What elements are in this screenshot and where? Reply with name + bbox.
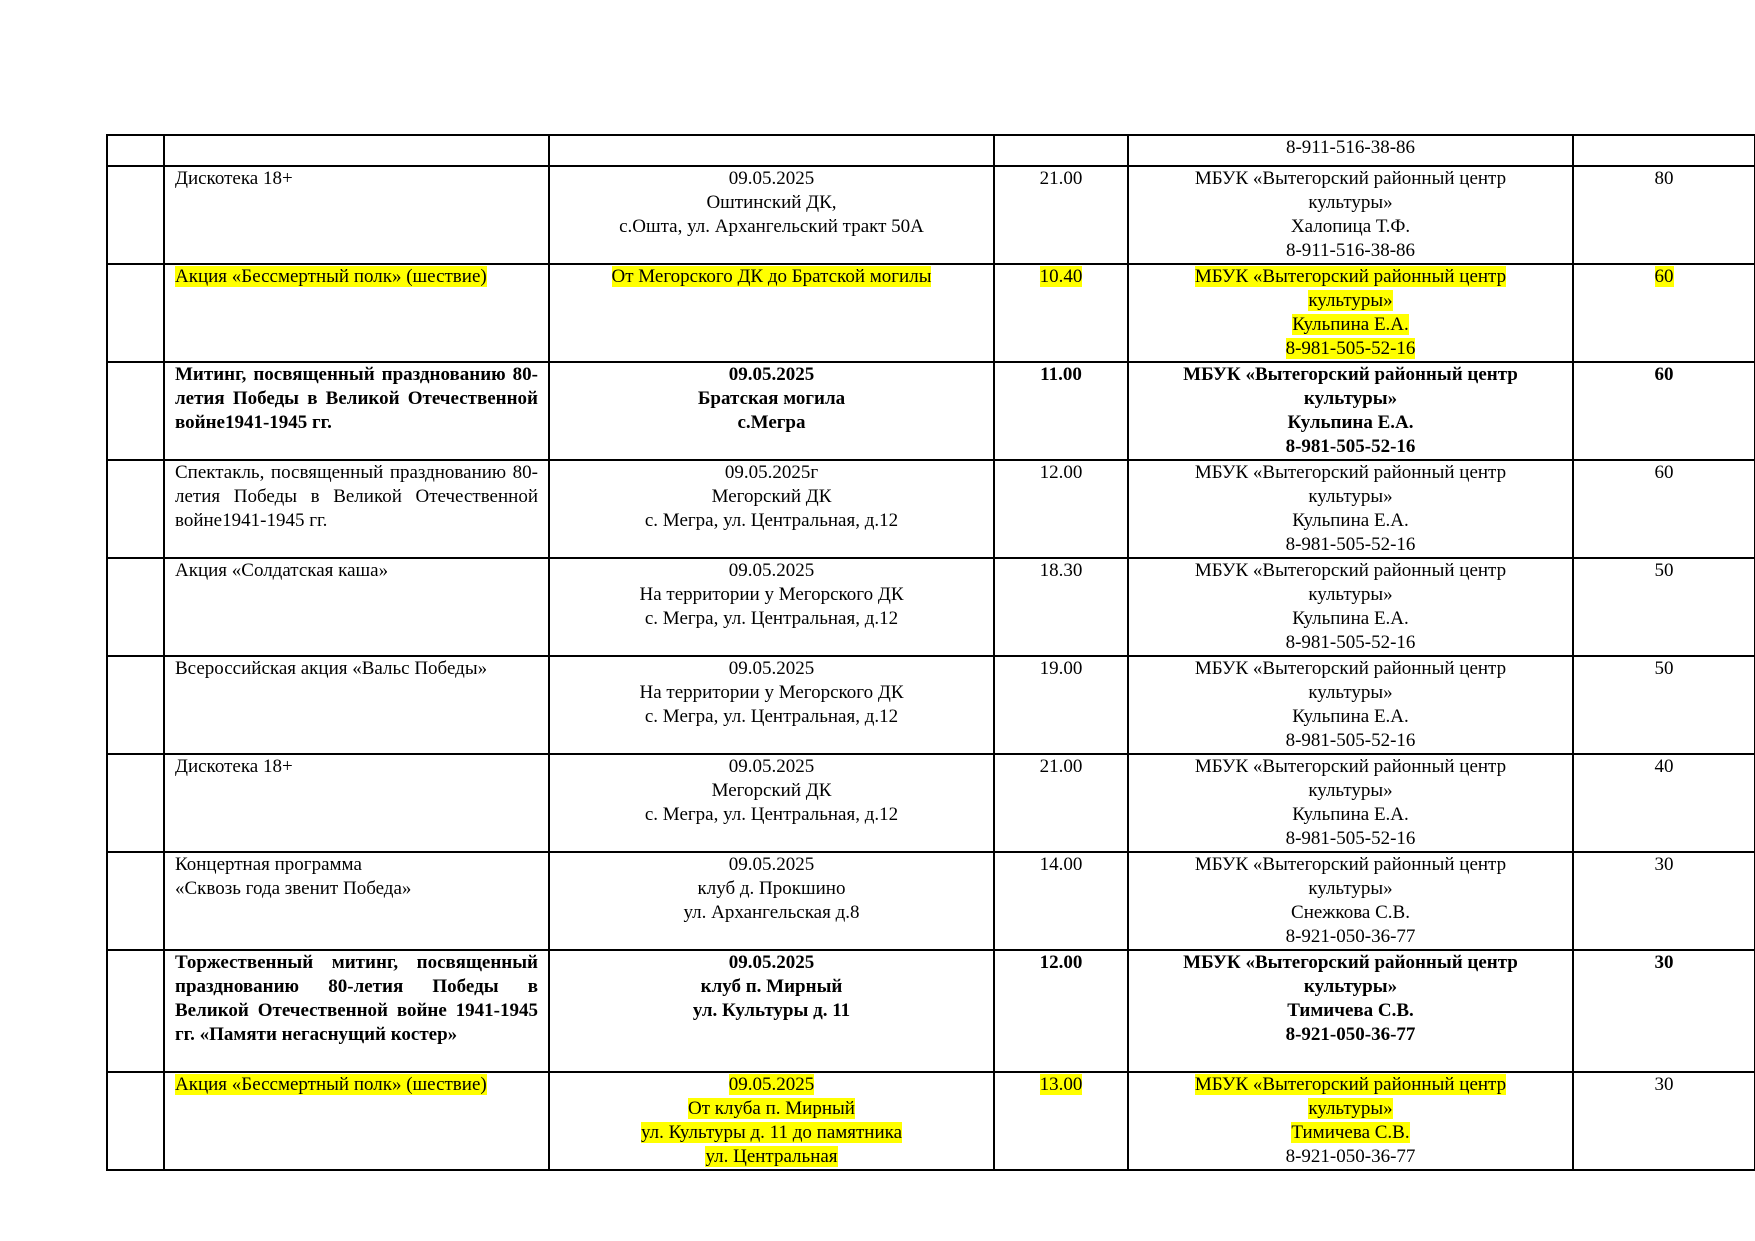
- cell-text: 18.30: [1039, 560, 1083, 581]
- event-place-cell: [549, 558, 994, 656]
- cell-text: 60: [1654, 462, 1674, 483]
- cell-text: «Сквозь года звенит Победа»: [175, 878, 412, 899]
- cell-text: 13.00: [1039, 1074, 1083, 1095]
- cell-text: 09.05.2025: [728, 658, 815, 679]
- cell-text: культуры»: [1308, 192, 1393, 213]
- participants-count-cell: [1573, 754, 1755, 852]
- event-place-cell: [549, 264, 994, 362]
- event-time-cell: [994, 264, 1128, 362]
- cell-text: МБУК «Вытегорский районный центр: [1194, 462, 1507, 483]
- table-row: [107, 460, 1755, 558]
- cell-text: ул. Культуры д. 11: [692, 1000, 851, 1021]
- event-place-cell: [549, 362, 994, 460]
- cell-text: ул. Архангельская д.8: [683, 902, 860, 923]
- cell-text: ул. Культуры д. 11 до памятника: [640, 1122, 903, 1143]
- event-time-cell: [994, 656, 1128, 754]
- cell-text: 09.05.2025: [728, 364, 815, 385]
- cell-text: 09.05.2025г: [724, 462, 819, 483]
- cell-text: Кульпина Е.А.: [1287, 412, 1414, 433]
- cell-text: От клуба п. Мирный: [688, 1098, 855, 1119]
- cell-text: Мегорский ДК: [711, 780, 832, 801]
- cell-text: Акция «Солдатская каша»: [175, 560, 389, 581]
- organizer-cell: [1128, 166, 1573, 264]
- organizer-cell: [1128, 950, 1573, 1072]
- cell-text: 8-981-505-52-16: [1285, 730, 1416, 751]
- organizer-cell: [1128, 852, 1573, 950]
- event-name-cell: [164, 264, 549, 362]
- participants-count-cell: [1573, 135, 1755, 166]
- table-row: [107, 362, 1755, 460]
- cell-text: Кульпина Е.А.: [1292, 510, 1409, 531]
- row-number-cell: [107, 950, 164, 1072]
- cell-text: Снежкова С.В.: [1291, 902, 1410, 923]
- event-time-cell: [994, 558, 1128, 656]
- cell-text: Акция «Бессмертный полк» (шествие): [175, 266, 487, 287]
- cell-text: 10.40: [1039, 266, 1083, 287]
- cell-text: Дискотека 18+: [175, 168, 293, 189]
- cell-text: 12.00: [1039, 952, 1083, 973]
- event-name-cell: [164, 135, 549, 166]
- event-name-cell: [164, 460, 549, 558]
- cell-text: с.Мегра: [737, 412, 806, 433]
- cell-text: 09.05.2025: [728, 1074, 815, 1095]
- event-time-cell: [994, 135, 1128, 166]
- cell-text: 60: [1654, 266, 1674, 287]
- participants-count-cell: [1573, 264, 1755, 362]
- participants-count-cell: [1573, 656, 1755, 754]
- event-place-cell: [549, 135, 994, 166]
- cell-text: 09.05.2025: [728, 560, 815, 581]
- cell-text: Мегорский ДК: [711, 486, 832, 507]
- cell-text: 8-921-050-36-77: [1285, 926, 1416, 947]
- cell-text: Всероссийская акция «Вальс Победы»: [175, 658, 488, 679]
- row-number-cell: [107, 754, 164, 852]
- event-time-cell: [994, 852, 1128, 950]
- participants-count-cell: [1573, 558, 1755, 656]
- participants-count-cell: [1573, 1072, 1755, 1170]
- table-row: [107, 166, 1755, 264]
- participants-count-cell: [1573, 166, 1755, 264]
- cell-text: МБУК «Вытегорский районный центр: [1194, 1074, 1507, 1095]
- cell-text: 8-921-050-36-77: [1285, 1024, 1416, 1045]
- cell-text: Кульпина Е.А.: [1292, 608, 1409, 629]
- cell-text: От Мегорского ДК до Братской могилы: [611, 266, 932, 287]
- cell-text: Спектакль, посвященный празднованию 80-летия Победы в Великой Отечественной войне1941-1945 гг.: [175, 462, 538, 531]
- cell-text: 8-911-516-38-86: [1285, 240, 1416, 261]
- event-name-cell: [164, 852, 549, 950]
- cell-text: 80: [1654, 168, 1674, 189]
- row-number-cell: [107, 558, 164, 656]
- cell-text: На территории у Мегорского ДК: [639, 584, 904, 605]
- cell-text: 8-981-505-52-16: [1285, 338, 1416, 359]
- cell-text: культуры»: [1308, 1098, 1393, 1119]
- organizer-cell: [1128, 558, 1573, 656]
- participants-count-cell: [1573, 362, 1755, 460]
- organizer-cell: [1128, 656, 1573, 754]
- cell-text: 8-911-516-38-86: [1285, 137, 1416, 158]
- cell-text: Дискотека 18+: [175, 756, 293, 777]
- event-time-cell: [994, 754, 1128, 852]
- cell-text: 12.00: [1039, 462, 1083, 483]
- cell-text: клуб п. Мирный: [700, 976, 843, 997]
- cell-text: 30: [1654, 854, 1674, 875]
- row-number-cell: [107, 1072, 164, 1170]
- cell-text: 50: [1654, 658, 1674, 679]
- table-row: [107, 852, 1755, 950]
- cell-text: 50: [1654, 560, 1674, 581]
- cell-text: 40: [1654, 756, 1674, 777]
- cell-text: культуры»: [1308, 780, 1393, 801]
- organizer-cell: [1128, 460, 1573, 558]
- row-number-cell: [107, 166, 164, 264]
- cell-text: культуры»: [1308, 290, 1393, 311]
- organizer-cell: [1128, 264, 1573, 362]
- cell-text: МБУК «Вытегорский районный центр: [1194, 168, 1507, 189]
- event-place-cell: [549, 656, 994, 754]
- cell-text: культуры»: [1303, 976, 1398, 997]
- event-place-cell: [549, 852, 994, 950]
- cell-text: культуры»: [1308, 878, 1393, 899]
- participants-count-cell: [1573, 950, 1755, 1072]
- cell-text: 8-921-050-36-77: [1285, 1146, 1416, 1167]
- event-name-cell: [164, 754, 549, 852]
- event-name-cell: [164, 558, 549, 656]
- row-number-cell: [107, 852, 164, 950]
- cell-text: 14.00: [1039, 854, 1083, 875]
- event-time-cell: [994, 460, 1128, 558]
- event-place-cell: [549, 950, 994, 1072]
- event-name-cell: [164, 166, 549, 264]
- table-row: [107, 656, 1755, 754]
- row-number-cell: [107, 460, 164, 558]
- event-name-cell: [164, 1072, 549, 1170]
- cell-text: с. Мегра, ул. Центральная, д.12: [644, 804, 899, 825]
- cell-text: ул. Центральная: [705, 1146, 838, 1167]
- table-row: [107, 135, 1755, 166]
- event-name-cell: [164, 656, 549, 754]
- cell-text: МБУК «Вытегорский районный центр: [1194, 658, 1507, 679]
- cell-text: 60: [1654, 364, 1674, 385]
- event-time-cell: [994, 362, 1128, 460]
- organizer-cell: [1128, 1072, 1573, 1170]
- cell-text: 09.05.2025: [728, 756, 815, 777]
- cell-text: На территории у Мегорского ДК: [639, 682, 904, 703]
- cell-text: Концертная программа: [175, 854, 362, 875]
- event-time-cell: [994, 1072, 1128, 1170]
- cell-text: 09.05.2025: [728, 168, 815, 189]
- event-place-cell: [549, 460, 994, 558]
- cell-text: 09.05.2025: [728, 854, 815, 875]
- cell-text: 8-981-505-52-16: [1285, 632, 1416, 653]
- cell-text: с. Мегра, ул. Центральная, д.12: [644, 608, 899, 629]
- event-name-cell: [164, 362, 549, 460]
- row-number-cell: [107, 264, 164, 362]
- cell-text: Кульпина Е.А.: [1292, 804, 1409, 825]
- cell-text: МБУК «Вытегорский районный центр: [1194, 756, 1507, 777]
- cell-text: Оштинский ДК,: [706, 192, 837, 213]
- cell-text: клуб д. Прокшино: [697, 878, 846, 899]
- event-place-cell: [549, 166, 994, 264]
- participants-count-cell: [1573, 852, 1755, 950]
- cell-text: 30: [1654, 952, 1674, 973]
- cell-text: МБУК «Вытегорский районный центр: [1194, 266, 1507, 287]
- cell-text: с. Мегра, ул. Центральная, д.12: [644, 510, 899, 531]
- event-time-cell: [994, 166, 1128, 264]
- cell-text: с. Мегра, ул. Центральная, д.12: [644, 706, 899, 727]
- cell-text: 21.00: [1039, 168, 1083, 189]
- cell-text: 11.00: [1040, 364, 1082, 385]
- cell-text: Халопица Т.Ф.: [1290, 216, 1411, 237]
- cell-text: культуры»: [1308, 486, 1393, 507]
- cell-text: МБУК «Вытегорский районный центр: [1183, 952, 1518, 973]
- event-place-cell: [549, 1072, 994, 1170]
- table-row: [107, 1072, 1755, 1170]
- cell-text: культуры»: [1303, 388, 1398, 409]
- cell-text: с.Ошта, ул. Архангельский тракт 50А: [619, 216, 924, 237]
- organizer-cell: [1128, 135, 1573, 166]
- table-row: [107, 754, 1755, 852]
- table-row: [107, 950, 1755, 1072]
- row-number-cell: [107, 362, 164, 460]
- row-number-cell: [107, 656, 164, 754]
- event-place-cell: [549, 754, 994, 852]
- cell-text: Братская могила: [697, 388, 846, 409]
- table-row: [107, 264, 1755, 362]
- cell-text: 8-981-505-52-16: [1285, 828, 1416, 849]
- cell-text: Кульпина Е.А.: [1292, 314, 1409, 335]
- cell-text: 8-981-505-52-16: [1285, 534, 1416, 555]
- row-number-cell: [107, 135, 164, 166]
- event-name-cell: [164, 950, 549, 1072]
- cell-text: культуры»: [1308, 682, 1393, 703]
- cell-text: Кульпина Е.А.: [1292, 706, 1409, 727]
- cell-text: Митинг, посвященный празднованию 80-летия Победы в Великой Отечественной войне1941-1945 гг.: [175, 364, 538, 433]
- cell-text: МБУК «Вытегорский районный центр: [1194, 854, 1507, 875]
- event-time-cell: [994, 950, 1128, 1072]
- cell-text: 30: [1654, 1074, 1674, 1095]
- cell-text: 19.00: [1039, 658, 1083, 679]
- cell-text: Торжественный митинг, посвященный празднованию 80-летия Победы в Великой Отечественной войне 1941-1945 гг. «Памяти негаснущий костер»: [175, 952, 538, 1045]
- participants-count-cell: [1573, 460, 1755, 558]
- cell-text: 21.00: [1039, 756, 1083, 777]
- cell-text: Тимичева С.В.: [1287, 1000, 1414, 1021]
- organizer-cell: [1128, 754, 1573, 852]
- cell-text: культуры»: [1308, 584, 1393, 605]
- cell-text: МБУК «Вытегорский районный центр: [1183, 364, 1518, 385]
- events-table: [106, 134, 1755, 1171]
- organizer-cell: [1128, 362, 1573, 460]
- table-row: [107, 558, 1755, 656]
- cell-text: 8-981-505-52-16: [1285, 436, 1416, 457]
- cell-text: МБУК «Вытегорский районный центр: [1194, 560, 1507, 581]
- cell-text: Тимичева С.В.: [1291, 1122, 1410, 1143]
- cell-text: Акция «Бессмертный полк» (шествие): [175, 1074, 487, 1095]
- cell-text: 09.05.2025: [728, 952, 815, 973]
